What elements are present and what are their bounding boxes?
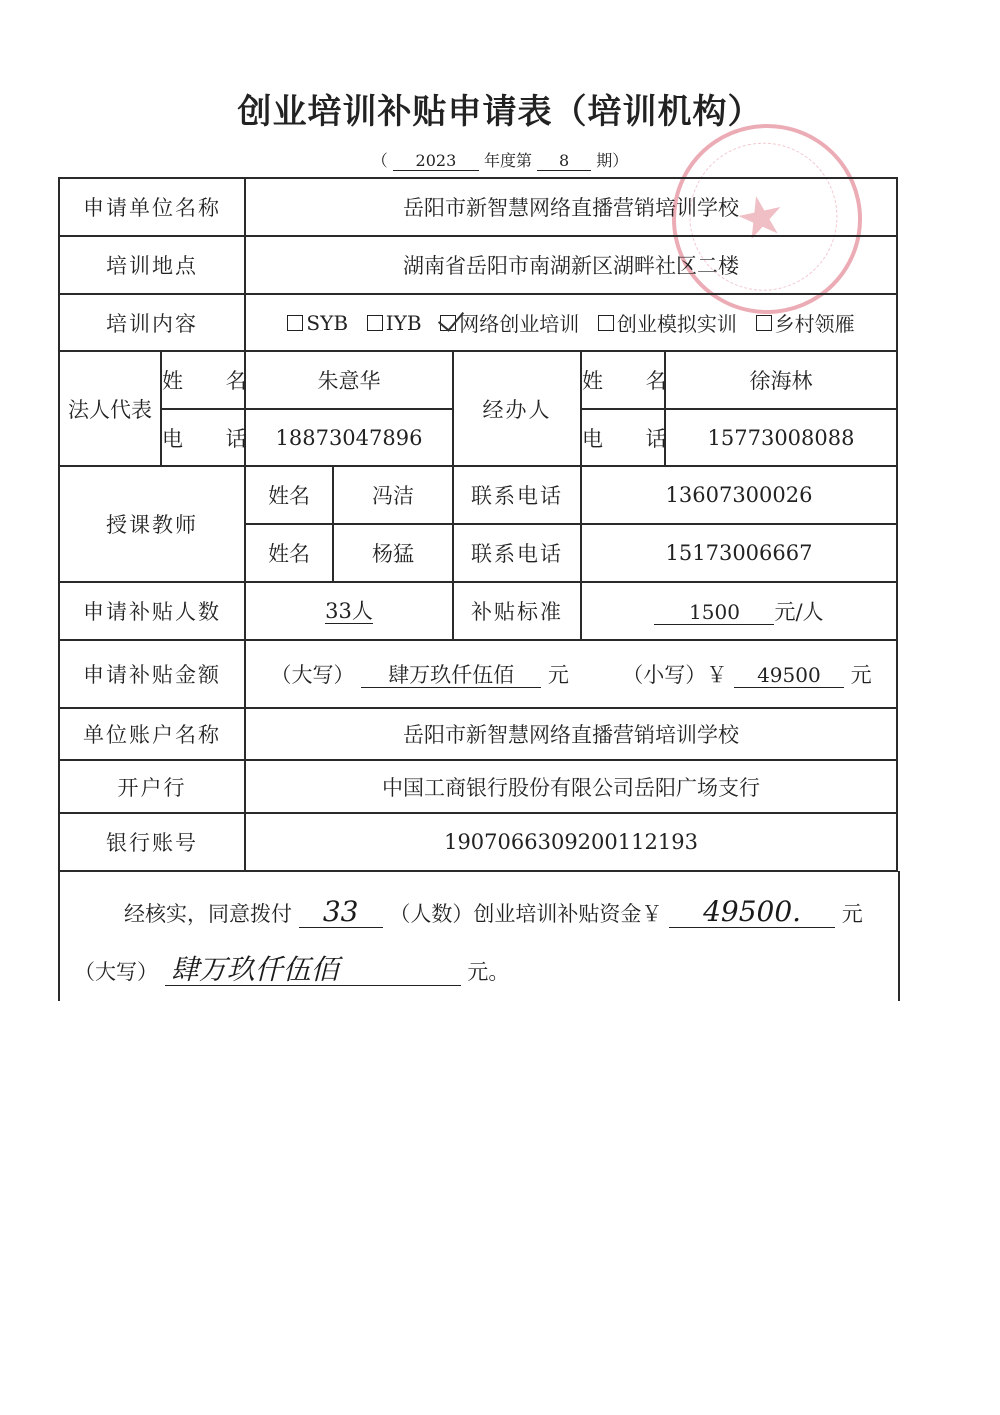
handler-phone-label: 电 话 — [581, 409, 665, 466]
teacher1-phone-label: 联系电话 — [453, 466, 581, 524]
content-label: 培训内容 — [59, 294, 245, 351]
amount-upper-label: （大写） — [270, 663, 355, 687]
amount-cell — [245, 640, 897, 708]
teacher2-phone-label: 联系电话 — [453, 524, 581, 582]
row-bank — [59, 760, 897, 813]
count-cell — [245, 582, 453, 640]
account-name-value[interactable]: 岳阳市新智慧网络直播营销培训学校 — [245, 708, 897, 760]
bank-label: 开户行 — [59, 760, 245, 813]
handler-label: 经办人 — [453, 351, 581, 466]
content-options — [245, 294, 897, 351]
row-account-no — [59, 813, 897, 871]
row-content — [59, 294, 897, 351]
standard-cell — [581, 582, 897, 640]
applicant-value[interactable]: 岳阳市新智慧网络直播营销培训学校 — [245, 178, 897, 236]
handler-name[interactable]: 徐海林 — [665, 351, 897, 409]
approval-upper-label: （大写） — [74, 960, 158, 984]
option-rural-label: 乡村领雁 — [774, 312, 855, 336]
option-syb-label: SYB — [306, 310, 349, 335]
option-iyb-label: IYB — [385, 310, 422, 335]
account-name-label: 单位账户名称 — [59, 708, 245, 760]
amount-lower-value[interactable]: 49500 — [734, 663, 844, 688]
option-rural[interactable] — [756, 308, 855, 337]
period-phase-suffix: 期） — [596, 151, 629, 170]
teacher1-phone[interactable]: 13607300026 — [581, 466, 897, 524]
option-syb[interactable] — [287, 311, 348, 335]
checkbox-simulation[interactable] — [598, 315, 614, 331]
approval-amount-suffix: 元 — [841, 902, 863, 926]
option-simulation[interactable] — [598, 308, 737, 337]
legal-rep-phone[interactable]: 18873047896 — [245, 409, 453, 466]
form-title: 创业培训补贴申请表（培训机构） — [237, 92, 763, 132]
location-value[interactable]: 湖南省岳阳市南湖新区湖畔社区二楼 — [245, 236, 897, 294]
approval-upper-suffix: 元。 — [467, 960, 510, 984]
row-applicant — [59, 178, 897, 236]
option-network[interactable] — [440, 308, 579, 337]
checkbox-rural[interactable] — [756, 315, 772, 331]
period-year[interactable]: 2023 — [393, 152, 479, 171]
approval-upper-value[interactable]: 肆万玖仟伍佰 — [165, 955, 461, 986]
amount-lower-label: （小写）￥ — [622, 663, 728, 687]
row-legal-name — [59, 351, 897, 409]
amount-lower-unit: 元 — [850, 663, 872, 687]
applicant-label: 申请单位名称 — [59, 178, 245, 236]
legal-phone-label: 电 话 — [161, 409, 245, 466]
teacher-label: 授课教师 — [59, 466, 245, 582]
checkbox-iyb[interactable] — [367, 315, 383, 331]
count-label: 申请补贴人数 — [59, 582, 245, 640]
application-form-table — [58, 177, 898, 872]
row-teacher-1 — [59, 466, 897, 524]
row-location — [59, 236, 897, 294]
approval-count[interactable]: 33 — [299, 897, 383, 928]
handler-phone[interactable]: 15773008088 — [665, 409, 897, 466]
teacher2-phone[interactable]: 15173006667 — [581, 524, 897, 582]
option-network-label: 网络创业培训 — [459, 312, 580, 336]
approval-amount[interactable]: 49500. — [669, 897, 835, 928]
handler-name-label: 姓 名 — [581, 351, 665, 409]
checkbox-network-checked[interactable] — [440, 315, 456, 331]
period-phase[interactable]: 8 — [537, 152, 591, 171]
standard-unit: 元/人 — [774, 600, 824, 624]
teacher1-name[interactable]: 冯洁 — [333, 466, 453, 524]
location-label: 培训地点 — [59, 236, 245, 294]
teacher2-name[interactable]: 杨猛 — [333, 524, 453, 582]
legal-rep-label: 法人代表 — [59, 351, 161, 466]
teacher2-name-label: 姓名 — [245, 524, 333, 582]
amount-upper-value[interactable]: 肆万玖仟伍佰 — [361, 663, 541, 688]
period-year-suffix: 年度第 — [483, 151, 532, 170]
legal-name-label: 姓 名 — [161, 351, 245, 409]
approval-prefix: 经核实，同意拨付 — [124, 902, 292, 926]
account-no-label: 银行账号 — [59, 813, 245, 871]
row-amount — [59, 640, 897, 708]
account-no-value[interactable]: 1907066309200112193 — [245, 813, 897, 871]
period-open: （ — [371, 151, 388, 170]
seal-star-icon: ★ — [729, 180, 793, 255]
bank-value[interactable]: 中国工商银行股份有限公司岳阳广场支行 — [245, 760, 897, 813]
row-count — [59, 582, 897, 640]
standard-label: 补贴标准 — [453, 582, 581, 640]
count-value[interactable]: 33人 — [325, 598, 373, 623]
option-simulation-label: 创业模拟实训 — [616, 312, 737, 336]
row-account-name — [59, 708, 897, 760]
approval-section — [58, 871, 900, 1001]
approval-line-1 — [124, 897, 863, 928]
amount-label: 申请补贴金额 — [59, 640, 245, 708]
period-line — [0, 148, 1000, 171]
approval-line-2 — [74, 955, 509, 986]
checkbox-syb[interactable] — [287, 315, 303, 331]
legal-rep-name[interactable]: 朱意华 — [245, 351, 453, 409]
standard-value[interactable]: 1500 — [654, 600, 774, 625]
teacher1-name-label: 姓名 — [245, 466, 333, 524]
option-iyb[interactable] — [367, 311, 422, 335]
approval-count-suffix: （人数）创业培训补贴资金￥ — [389, 902, 663, 926]
amount-upper-unit: 元 — [547, 663, 569, 687]
